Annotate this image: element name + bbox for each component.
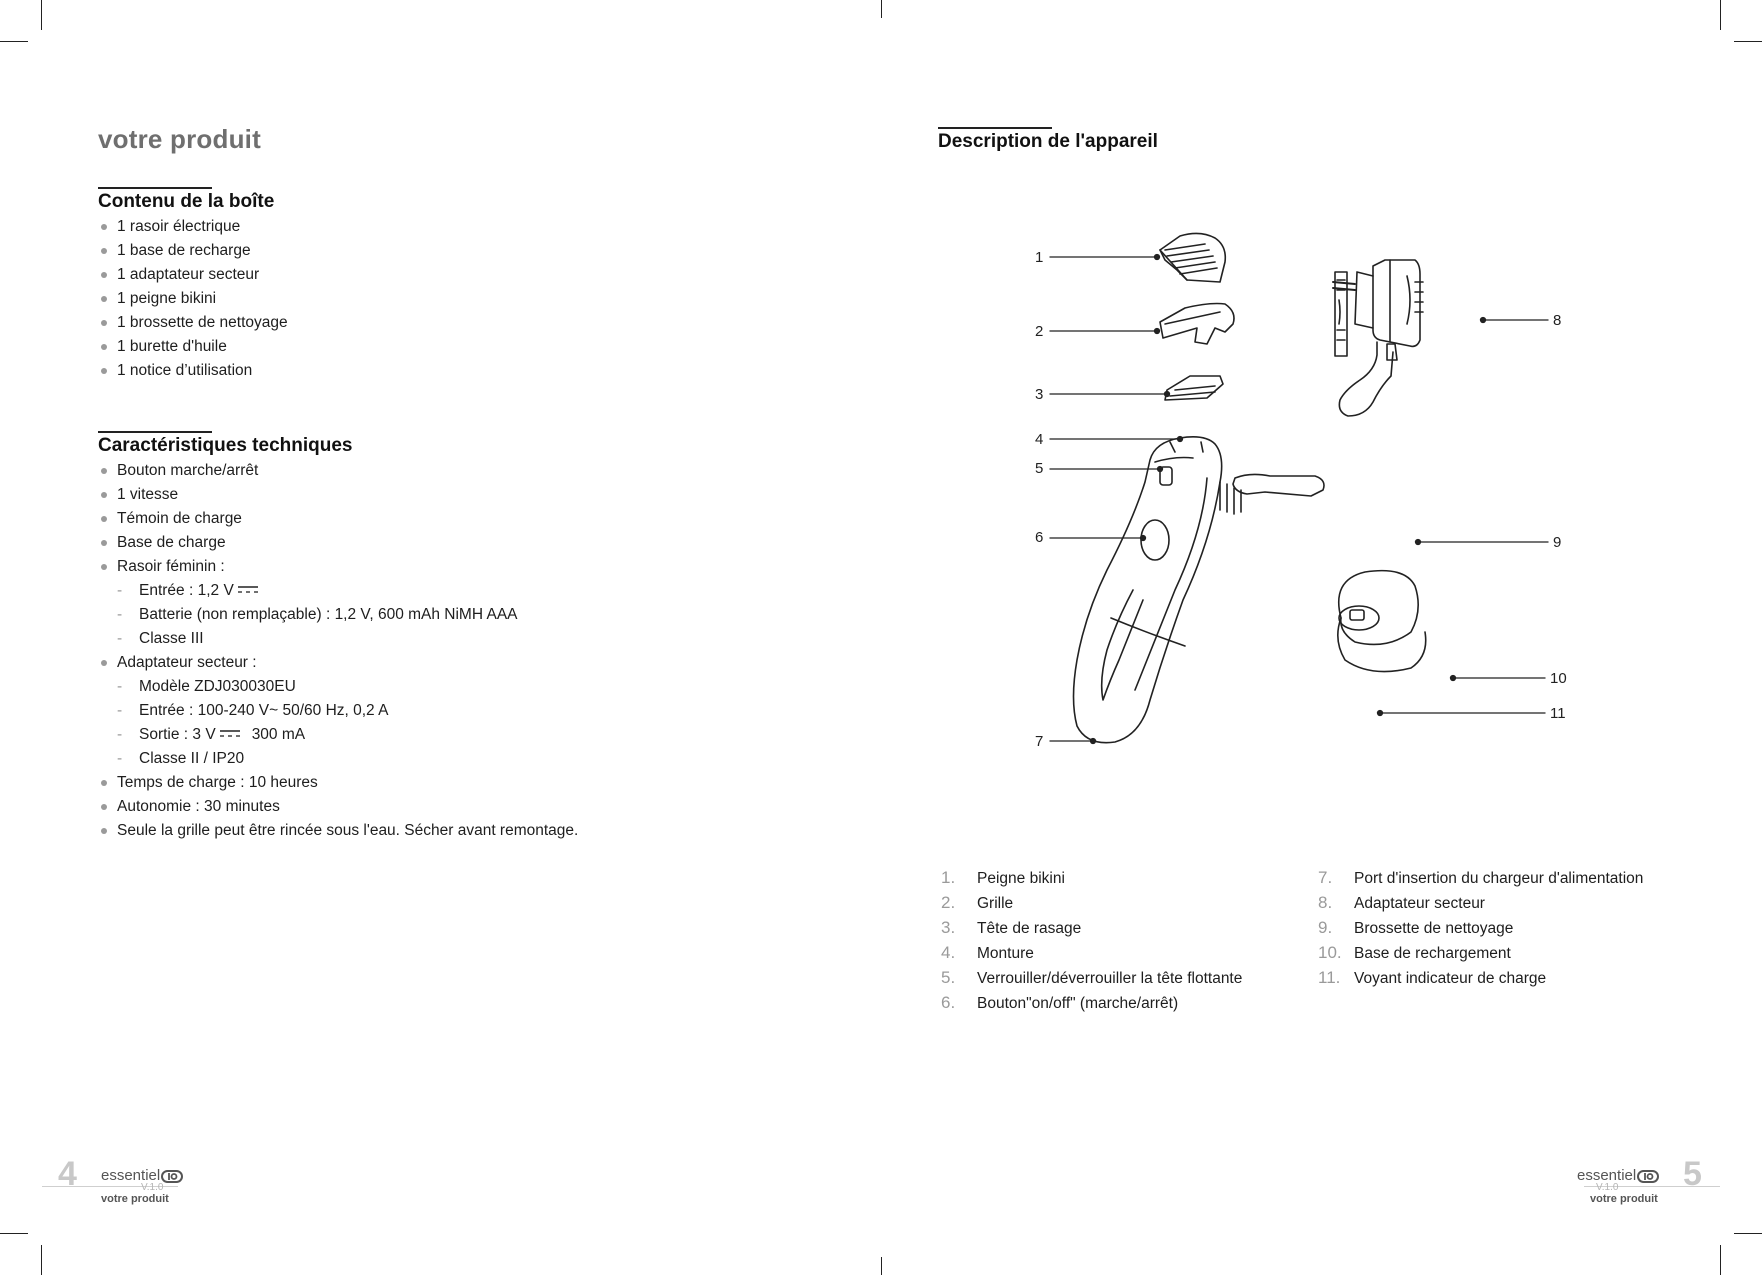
legend-number: 9.: [1318, 918, 1333, 937]
legend-text: Base de rechargement: [1354, 945, 1511, 962]
legend-text: Peigne bikini: [977, 870, 1065, 887]
legend-text: Grille: [977, 895, 1014, 912]
legend-number: 11.: [1318, 968, 1341, 987]
legend-list-left: [941, 866, 1242, 1016]
legend-number: 4.: [941, 943, 956, 962]
callout-number: 10: [1550, 670, 1567, 687]
legend-item: [941, 891, 1242, 916]
crop-mark: [881, 1257, 882, 1275]
callout-number: 5: [1035, 460, 1044, 477]
callout-number: 2: [1035, 323, 1044, 340]
legend-text: Port d'insertion du chargeur d'alimentation: [1354, 870, 1644, 887]
crop-mark: [1720, 1245, 1721, 1275]
callout-number: 7: [1035, 733, 1044, 750]
sub-item-text: Sortie : 3 V: [139, 726, 216, 743]
list-item: 1 rasoir électrique: [99, 215, 288, 239]
legend-item: [941, 941, 1242, 966]
crop-mark: [0, 41, 28, 42]
crop-mark: [881, 0, 882, 18]
list-item: Adaptateur secteur :: [99, 651, 578, 675]
brand-b-icon: [1637, 1170, 1659, 1183]
tech-specs-heading: Caractéristiques techniques: [98, 435, 353, 456]
crop-mark: [41, 0, 42, 30]
brand-name: essentiel: [101, 1167, 161, 1184]
legend-item: [1318, 941, 1643, 966]
sub-list-item: [99, 723, 578, 747]
legend-item: [941, 991, 1242, 1016]
sub-item-text: Entrée : 1,2 V: [139, 582, 234, 599]
page-number: 5: [1683, 1155, 1702, 1193]
legend-list-right: [1318, 866, 1643, 991]
legend-text: Tête de rasage: [977, 920, 1082, 937]
version-label: V.1.0: [1596, 1182, 1619, 1193]
bikini-comb-drawing: [1160, 233, 1225, 282]
callout-number: 4: [1035, 431, 1044, 448]
list-item: Temps de charge : 10 heures: [99, 771, 578, 795]
list-item: Base de charge: [99, 531, 578, 555]
footer-section: votre produit: [1590, 1193, 1658, 1205]
legend-number: 7.: [1318, 868, 1333, 887]
legend-number: 3.: [941, 918, 956, 937]
version-label: V.1.0: [141, 1182, 164, 1193]
crop-mark: [0, 1233, 28, 1234]
tech-specs-list: [99, 459, 578, 843]
legend-text: Monture: [977, 945, 1034, 962]
list-item: 1 burette d'huile: [99, 335, 288, 359]
legend-text: Voyant indicateur de charge: [1354, 970, 1547, 987]
power-adapter-drawing: [1333, 260, 1423, 416]
cleaning-brush-drawing: [1220, 474, 1324, 514]
crop-mark: [1734, 1233, 1762, 1234]
legend-item: [1318, 916, 1643, 941]
legend-number: 5.: [941, 968, 956, 987]
dc-symbol-icon: [220, 729, 240, 738]
device-description-heading: Description de l'appareil: [938, 131, 1158, 152]
legend-item: [1318, 866, 1643, 891]
legend-item: [941, 916, 1242, 941]
section-rule: [938, 127, 1052, 129]
legend-number: 2.: [941, 893, 956, 912]
legend-number: 8.: [1318, 893, 1333, 912]
brand-b-icon: [161, 1170, 183, 1183]
shaving-head-drawing: [1165, 376, 1223, 400]
sub-list-item: - Entrée : 100-240 V~ 50/60 Hz, 0,2 A: [99, 699, 578, 723]
foil-grille-drawing: [1160, 304, 1234, 345]
legend-number: 1.: [941, 868, 956, 887]
callout-number: 11: [1550, 705, 1566, 722]
sub-list-item: - Classe III: [99, 627, 578, 651]
page-title: votre produit: [98, 124, 261, 154]
section-rule: [98, 187, 212, 189]
legend-item: [1318, 966, 1643, 991]
list-item: 1 vitesse: [99, 483, 578, 507]
sub-item-text: 300 mA: [251, 726, 306, 743]
list-item: Seule la grille peut être rincée sous l'eau. Sécher avant remontage.: [99, 819, 578, 843]
dc-symbol-icon: [238, 585, 258, 594]
device-diagram: [1015, 220, 1595, 760]
callout-number: 3: [1035, 386, 1044, 403]
list-item: 1 brossette de nettoyage: [99, 311, 288, 335]
callout-number: 6: [1035, 529, 1044, 546]
list-item: Témoin de charge: [99, 507, 578, 531]
sub-list-item: [99, 579, 578, 603]
list-item: 1 notice d’utilisation: [99, 359, 288, 383]
sub-list-item: - Classe II / IP20: [99, 747, 578, 771]
legend-number: 6.: [941, 993, 956, 1012]
callout-number: 1: [1035, 249, 1044, 266]
legend-item: [941, 966, 1242, 991]
shaver-body-drawing: [1074, 437, 1222, 743]
crop-mark: [41, 1245, 42, 1275]
legend-item: [941, 866, 1242, 891]
legend-text: Brossette de nettoyage: [1354, 920, 1514, 937]
callout-number: 8: [1553, 312, 1562, 329]
callout-number: 9: [1553, 534, 1562, 551]
brand-name: essentiel: [1577, 1167, 1637, 1184]
charging-base-drawing: [1338, 571, 1426, 672]
box-contents-heading: Contenu de la boîte: [98, 191, 275, 212]
legend-item: [1318, 891, 1643, 916]
crop-mark: [1720, 0, 1721, 30]
list-item: 1 peigne bikini: [99, 287, 288, 311]
box-contents-list: [99, 215, 288, 383]
list-item: Autonomie : 30 minutes: [99, 795, 578, 819]
crop-mark: [1734, 41, 1762, 42]
sub-list-item: - Batterie (non remplaçable) : 1,2 V, 600 mAh NiMH AAA: [99, 603, 578, 627]
list-item: Bouton marche/arrêt: [99, 459, 578, 483]
legend-text: Adaptateur secteur: [1354, 895, 1485, 912]
list-item: 1 adaptateur secteur: [99, 263, 288, 287]
legend-text: Verrouiller/déverrouiller la tête flottante: [977, 970, 1243, 987]
footer-section: votre produit: [101, 1193, 169, 1205]
legend-number: 10.: [1318, 943, 1342, 962]
legend-text: Bouton"on/off" (marche/arrêt): [977, 995, 1179, 1012]
sub-list-item: - Modèle ZDJ030030EU: [99, 675, 578, 699]
list-item: Rasoir féminin :: [99, 555, 578, 579]
list-item: 1 base de recharge: [99, 239, 288, 263]
page-number: 4: [58, 1155, 77, 1193]
section-rule: [98, 431, 212, 433]
